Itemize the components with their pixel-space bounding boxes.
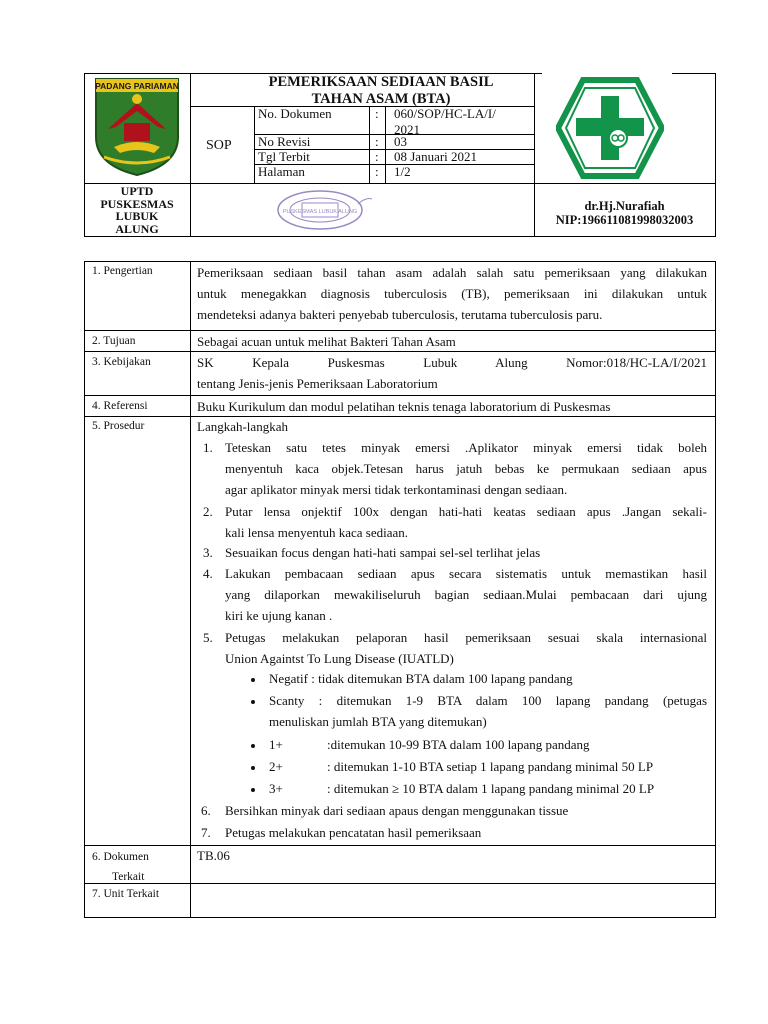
- field-label-halaman: Halaman: [258, 164, 305, 179]
- label-pengertian: 1. Pengertian: [92, 265, 153, 277]
- label-tujuan: 2. Tujuan: [92, 335, 136, 347]
- pengertian-text: Pemeriksaan sediaan basil tahan asam adalah salah satu pemeriksaan yang dilakukan untuk menegakkan diagnosis tuberculosis (TB), pemeriksaan ini dilakukan untuk mendeteksi adanya bakteri penyebab tuberculosis, terutama tuberculosis paru.: [197, 265, 707, 322]
- bullet-icon: [251, 700, 255, 704]
- step-6: Bersihkan minyak dari sediaan apaus dengan menggunakan tissue: [225, 803, 569, 818]
- padang-pariaman-logo: [94, 77, 180, 177]
- field-value-no-revisi: 03: [394, 134, 407, 149]
- sop-label: SOP: [206, 138, 232, 153]
- result-2plus-value: : ditemukan 1-10 BTA setiap 1 lapang pandang minimal 50 LP: [327, 759, 654, 774]
- bullet-icon: [251, 766, 255, 770]
- prosedur-intro: Langkah-langkah: [197, 419, 288, 434]
- result-scanty: Scanty : ditemukan 1-9 BTA dalam 100 lapang pandang (petugas menuliskan jumlah BTA yang ditemukan): [269, 693, 707, 729]
- field-value-halaman: 1/2: [394, 164, 411, 179]
- step-number: 2.: [203, 504, 213, 519]
- step-number: 7.: [201, 825, 211, 840]
- step-2: Putar lensa onjektif 100x dengan hati-hati keatas sediaan apus .Jangan sekali- kali lensa menyentuh kaca sediaan.: [225, 504, 707, 540]
- result-2plus-key: 2+: [269, 759, 283, 774]
- field-sep: :: [375, 134, 379, 149]
- field-value-no-dokumen: 060/SOP/HC-LA/I/ 2021: [394, 106, 496, 137]
- document-title: PEMERIKSAAN SEDIAAN BASIL TAHAN ASAM (BTA): [268, 74, 494, 107]
- label-kebijakan: 3. Kebijakan: [92, 356, 151, 368]
- result-3plus-key: 3+: [269, 781, 283, 796]
- step-1: Teteskan satu tetes minyak emersi .Aplikator minyak emersi tidak boleh menyentuh kaca objek.Tetesan harus jatuh bebas ke permukaan sediaan apus agar aplikator minyak mersi tidak terkontaminasi dengan sediaan.: [225, 440, 707, 497]
- label-dokumen-terkait: 6. Dokumen Terkait: [92, 851, 149, 883]
- result-1plus-key: 1+: [269, 737, 283, 752]
- result-3plus-value: : ditemukan ≥ 10 BTA dalam 1 lapang pandang minimal 20 LP: [327, 781, 655, 796]
- kebijakan-text: SK Kepala Puskesmas Lubuk Alung Nomor:018/HC-LA/I/2021 tentang Jenis-jenis Pemeriksaan Laboratorium: [197, 355, 707, 391]
- dokumen-terkait-text: TB.06: [197, 848, 230, 863]
- label-unit-terkait: 7. Unit Terkait: [92, 888, 160, 900]
- step-7: Petugas melakukan pencatatan hasil pemeriksaan: [225, 825, 482, 840]
- label-prosedur: 5. Prosedur: [92, 420, 145, 432]
- label-referensi: 4. Referensi: [92, 400, 148, 412]
- svg-text:PADANG PARIAMAN: PADANG PARIAMAN: [95, 81, 179, 91]
- signer-block: [534, 199, 715, 227]
- result-negatif: Negatif : tidak ditemukan BTA dalam 100 lapang pandang: [269, 671, 573, 686]
- tujuan-text: Sebagai acuan untuk melihat Bakteri Tahan Asam: [197, 334, 456, 349]
- step-number: 3.: [203, 545, 213, 560]
- bullet-icon: [251, 788, 255, 792]
- field-label-no-revisi: No Revisi: [258, 134, 311, 149]
- result-1plus-value: :ditemukan 10-99 BTA dalam 100 lapang pandang: [327, 737, 590, 752]
- signer-nip: NIP:196611081998032003: [555, 213, 694, 227]
- field-label-tgl-terbit: Tgl Terbit: [258, 149, 310, 164]
- official-stamp: [276, 189, 372, 231]
- organization-name: UPTD PUSKESMAS LUBUK ALUNG: [100, 184, 174, 236]
- field-sep: :: [375, 106, 379, 121]
- step-number: 5.: [203, 630, 213, 645]
- signer-name: dr.Hj.Nurafiah: [584, 199, 665, 213]
- field-label-no-dokumen: No. Dokumen: [258, 106, 332, 121]
- bullet-icon: [251, 678, 255, 682]
- bullet-icon: [251, 744, 255, 748]
- field-sep: :: [375, 164, 379, 179]
- svg-text:PUSKESMAS LUBUK ALUNG: PUSKESMAS LUBUK ALUNG: [282, 209, 358, 215]
- field-sep: :: [375, 149, 379, 164]
- step-4: Lakukan pembacaan sediaan apus secara sistematis untuk memastikan hasil yang dilaporkan mewakiliseluruh bagian sediaan.Mulai pembacaan dari ujung kiri ke ujung kanan .: [225, 566, 707, 623]
- step-5: Petugas melakukan pelaporan hasil pemeriksaan sesuai skala internasional Union Againtst To Lung Disease (IUATLD): [225, 630, 707, 666]
- referensi-text: Buku Kurikulum dan modul pelatihan teknis tenaga laboratorium di Puskesmas: [197, 399, 611, 414]
- step-number: 1.: [203, 440, 213, 455]
- step-3: Sesuaikan focus dengan hati-hati sampai sel-sel terlihat jelas: [225, 545, 541, 560]
- field-value-tgl-terbit: 08 Januari 2021: [394, 149, 478, 164]
- puskesmas-cross-logo: [556, 76, 664, 180]
- step-number: 4.: [203, 566, 213, 581]
- step-number: 6.: [201, 803, 211, 818]
